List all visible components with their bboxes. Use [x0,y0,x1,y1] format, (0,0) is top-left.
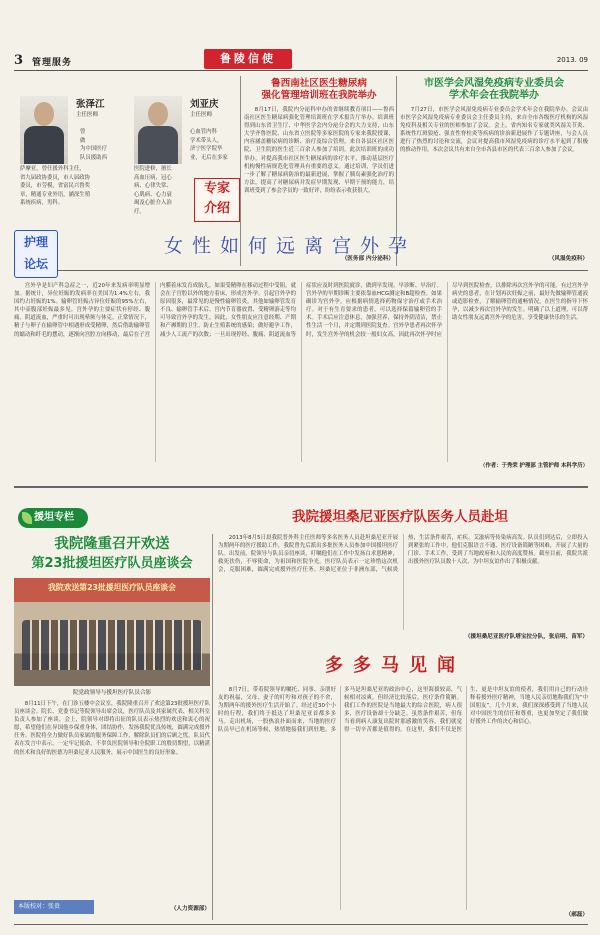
expert-left-bio: 曾 做 为中国医疗 队员援助西 萨摩亚，曾任援外科主任， 省九届政协委员，市人届政协 委员，市劳模，省富民兴鲁奖 章，精通专业外语，涵深生殖 系统疾病，男科。 [20,129,107,207]
group-photo-people [22,620,202,670]
diabetes-title-line1: 鲁西南社区医生糖尿病 [271,78,367,89]
nursing-badge-line2: 论坛 [23,257,48,271]
proofreader-label: 本版校对：张贵 [18,903,61,910]
section-separator [14,270,588,271]
expert-right-bio: 心血管内科 学术带头人， 济宁医学院毕 业，无后在多家 医院进修，擅长 高血压病，冠心 病、心律失常、 心肌病、心力衰 竭及心脏介入治 疗。 [134,129,228,215]
immunology-byline: （风湿免疫科） [548,256,588,262]
forum-photo [14,578,210,686]
aid-headline: 我院援坦桑尼亚医疗队医务人员赴坦 [292,509,508,525]
forum-headline-line1: 我院隆重召开欢送 [54,536,170,552]
forum-byline: （人力资源部） [170,906,210,912]
section-separator [14,486,588,488]
proofreader-tag [14,900,94,914]
footer-rule [14,924,588,925]
expert-right-title: 主任医师 [190,112,213,118]
masthead-logo [204,49,292,69]
nursing-badge [14,230,58,278]
page-header [14,52,588,70]
leaf-banner-icon [22,512,32,524]
page-number: 3 [14,53,24,68]
person-head-icon [148,102,168,126]
column-divider [212,534,213,920]
aid-corner-label: 援坦专栏 [34,512,74,523]
see-more-byline: （郝磊） [565,912,588,918]
see-more-headline: 多多马见闻 [325,655,465,676]
nursing-body: 宫外孕是妇产科急症之一，近20年来发病率明显增加。据统计，异位妊娠的发病率在美国为1.4%左右，我国约占妊娠的1%。输卵管妊娠占异位妊娠的95%左右，其中壶腹部妊娠最多见。宫外孕的主要症状有停经、腹痛、阴道流血，严重时可出现晕厥与休克。正常情况下，精子与卵子在输卵管中相遇形成受精卵，然后借助输卵管的蠕动和纤毛的摆动，逐渐向宫腔方向移动，最后在子宫内膜着床发育成胎儿。如果受精卵在移动过程中受阻，就会在子宫腔以外的地方着床，形成宫外孕。引起宫外孕的原因很多，最常见的是慢性输卵管炎，其他如输卵管发育不良、输卵管手术后、宫内节育器放置、受精卵游走等均可导致宫外孕的发生。因此，女性朋友应注意经期、产期和产褥期的卫生，防止生殖系统的感染；做好避孕工作，减少人工流产的次数；一旦出现停经、腹痛、阴道流血等症状应及时到医院就诊，做到早发现、早诊断、早治疗。宫外孕的早期诊断主要依靠血HCG测定和B超检查。如果确诊为宫外孕，应根据病情选择药物保守治疗或手术治疗。对于有生育要求的患者，可以选择保留输卵管的手术。手术后应注意休息，加强营养，保持外阴清洁，禁止性生活一个月，并定期到医院复查。宫外孕患者再次怀孕时，发生宫外孕的机会较一般妇女高，因此再次怀孕时应尽早到医院检查，以排除再次宫外孕的可能。有过宫外孕病史的患者，在计划再次妊娠之前，最好先做输卵管通液或造影检查，了解输卵管的通畅情况，在医生的指导下怀孕，以减少再次宫外孕的发生。明确了以上道理，可以帮助女性朋友远离宫外孕的危害，享受健康快乐的生活。 [14,283,588,338]
expert-panel-label [194,178,240,222]
aid-byline: （援坦桑尼亚医疗队塔宝拉分队，张启明、苗军） [464,634,588,640]
immunology-body: 7月27日，市医学会风湿免疫病专业委员会学术年会在我院举办。会议由市医学会风湿免疫病专业委员会主任委员主持，来自全市各级医疗机构的风湿免疫科及相关专业的医师参加了会议。会上，省内知名专家就类风湿关节炎、系统性红斑狼疮、强直性脊柱炎等疾病的诊治新进展作了专题讲座，与会人员进行了热烈的讨论和交流，会议对提高我市风湿免疫病的诊疗水平起到了积极的推动作用。本次会议共有来自全市各县市区的代表三百余人参加了会议。 [400,107,588,154]
expert-label-line1: 专家 [203,181,230,196]
aid-corner-badge [18,508,88,528]
expert-left-name: 张泽江 [76,99,105,110]
forum-photo-banner: 我院欢送第23批援坦医疗队员座谈会 [48,583,176,592]
forum-body: 8月11日下午，在门诊五楼中会议室，我院隆重召开了欢送第23批援坦医疗队员座谈会。院长、党委书记等院领导出席会议，医疗队员及其家属代表、相关科室负责人参加了座谈。会上，院领导对即将出征的队员表示热烈的欢送和衷心的祝愿，希望他们在异国他乡保重身体，团结协作，发扬我院优良传统，圆满完成援外任务。医院将全力做好队员家属的服务保障工作，解除队员们的后顾之忧。队员代表在发言中表示，一定牢记使命，不辜负医院领导和全院职工的殷切期望，以精湛的医术和良好的医德为坦桑尼亚人民服务，展示中国医生的良好形象。 [14,701,210,756]
issue-date: 2013. 09 [556,56,588,64]
immunology-title-line2: 学术年会在我院举办 [449,90,539,101]
expert-label-line2: 介绍 [203,201,230,216]
nursing-headline: 女性如何远离宫外孕 [163,235,416,257]
forum-section [14,534,210,922]
nursing-badge-line1: 护理 [23,235,48,249]
aid-body: 2013年8月5日晨我院普外科主任医师等多名医务人员赴坦桑尼亚开展为期两年的医疗援助工作，我院曾先后派出多批医务人员参加中国援坦医疗队。出发前，院领导与队员亲切座谈，叮嘱他们在工作中发扬白求恩精神，救死扶伤，不辱使命，为祖国和医院争光。医疗队员表示一定珍惜这次机会，克服困难，圆满完成援外医疗任务。坦桑尼亚位于非洲东部，气候炎热，生活条件艰苦，疟疾、艾滋病等传染病高发。队员们到达后，立即投入到紧张的工作中，他们克服语言不通、医疗设备简陋等困难，开展了大量的门诊、手术工作，受到了当地政府和人民的高度赞扬。截至目前，我院共派出援外医疗队员数十人次，为中坦友谊作出了积极贡献。 [218,535,588,574]
immunology-title-line1: 市医学会风湿免疫病专业委员会 [424,78,564,89]
expert-left-title: 主任医师 [76,112,99,118]
section-title: 管理服务 [32,58,73,68]
forum-headline-line2: 第23批援坦医疗队员座谈会 [31,556,193,571]
diabetes-title-line2: 强化管理培训班在我院举办 [261,90,377,101]
see-more-body: 8月7日，带着院领导的嘱托、同事、亲朋好友的祝福，父母、妻子的叮咛和对孩子的不舍，为期两年的援外医疗生活开始了。经过近30个小时的行程，我们终于抵达了坦桑尼亚首都多多马。走出机场，一股热浪扑面而来，当地的医疗队员早已在机场等候，热情地接我们到驻地。多多马是坦桑尼亚的政治中心，这里海拔较高，气候相对凉爽，但经济比较落后，医疗条件简陋。我们工作的医院是当地最大的综合医院，病人很多，医疗设备却十分缺乏。虽然条件艰苦，但每当看到病人康复出院时那感激的笑容，我们就觉得一切辛苦都是值得的。在这里，我们不仅是医生，更是中坦友谊的使者，我们用自己的行动诠释着援外医疗精神，当地人民亲切地称我们为“中国朋友”。几个月来，我们深深感受到了当地人民对中国医生的信任和尊重，也更加坚定了我们做好援外工作的决心和信心。 [218,687,588,734]
header-rule [14,70,588,71]
masthead-text: 鲁陵信使 [220,52,276,65]
diabetes-body: 8月17日，我院内分泌科申办的省继续教育项目——鲁西南社区医生糖尿病强化管理培训班在学术报告厅举办。培训班得到山东省卫生厅、中华医学会内分泌分会的大力支持，山东大学齐鲁医院、山东省立医院等多家医院的专家来我院授课，内容涵盖糖尿病的诊断、治疗及综合管理，来自各县区社区医院、卫生院的医生近三百余人参加了培训。此次培训班的成功举办，对提高我市社区医生糖尿病的诊疗水平，推动基层医疗机构慢性病规范化管理具有重要的意义。通过培训，学员们进一步了解了糖尿病防治的最新进展，掌握了胰岛素强化治疗的方法，提高了对糖尿病并发症早期发现、早期干预的能力，培训班受到了参会学员的一致好评，纷纷表示收获很大。 [244,107,394,194]
nursing-byline: （作者：于秀荣 护理部 主管护师 本科学历） [479,463,588,469]
forum-photo-caption: 院党政领导与援坦医疗队员合影 [72,690,152,696]
expert-right-name: 刘亚庆 [190,99,219,110]
diabetes-byline: （医务部 内分泌科） [341,256,394,262]
person-head-icon [34,102,54,126]
